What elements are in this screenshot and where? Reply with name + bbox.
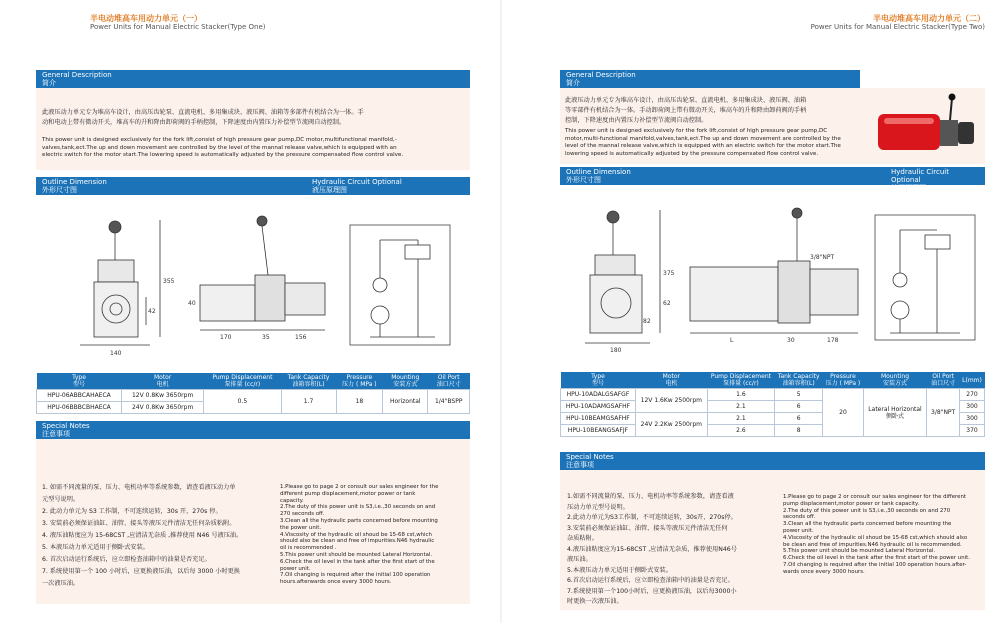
manifold-block	[255, 275, 285, 321]
cell-tank: 5	[775, 389, 823, 401]
desc-line: valves,tank,ect.The up and down movement are controlled by the level of the mannal release valve,which is equipped with an	[42, 144, 397, 151]
right-outline-title-en: Outline Dimension	[566, 168, 631, 176]
pump-symbol	[891, 301, 909, 319]
th-pump: Pump Displacement 泵排量 (cc/r)	[204, 373, 281, 390]
left-spec-table	[36, 373, 470, 414]
handle-knob	[607, 211, 619, 223]
pump-body	[590, 275, 642, 333]
valve-block	[98, 260, 134, 282]
note-line: 270 seconds off.	[280, 511, 325, 518]
note-line: 3.安装前必须保证油缸、油管、接头等液压元件清洁无任何	[567, 524, 728, 532]
th-tank: Tank Capacity 油箱容积(L)	[775, 372, 823, 389]
note-line: 4. 液压油粘度应为 15-68CST ,应清洁无杂质 ,推荐使用 N46 号液压油。	[42, 532, 243, 539]
cell-pump: 1.6	[707, 389, 774, 401]
note-line: 1. 如需不同流量的泵、压力、电机功率等系统参数，请查看液压动力单	[42, 484, 236, 491]
th-type: Type 型号	[561, 372, 636, 389]
right-notes-title-en: Special Notes	[566, 453, 614, 461]
dim-355: 355	[163, 278, 175, 285]
cell-pump: 2.6	[707, 425, 774, 437]
note-line: 1.Please go to page 2 or consult our sales engineer for the	[280, 484, 439, 490]
cell-length: 300	[960, 413, 985, 425]
cell-mounting: Horizontal	[383, 390, 428, 414]
note-line: 压动力单元型号说明。	[567, 503, 629, 511]
left-title-en: Power Units for Manual Electric Stacker(Type One)	[90, 23, 266, 31]
valve-symbol	[405, 245, 430, 259]
dim-npt: 3/8"NPT	[810, 254, 835, 261]
note-line: 2. 此动力单元为 S3 工作制，不可连续运转，30s 开，270s 停。	[42, 508, 222, 515]
right-hydraulic-bar	[885, 167, 985, 192]
dim-42: 42	[148, 308, 156, 315]
left-outline-title-en: Outline Dimension	[42, 178, 107, 186]
desc-line: 等零部件有机结合为一体。手动卸荷阀上带有微动开关，堆高车的升和降由卸荷阀的手柄	[565, 107, 807, 114]
left-hydraulic-title-cn: 液压原理图	[312, 186, 347, 194]
right-notes-bar	[560, 452, 985, 470]
desc-line: This power unit is designed exclusively for the fork lift,consist of high pressure gear pump,DC	[565, 128, 828, 134]
note-line: be clean and free of impurities.N46 hydraulic oil is recommended.	[783, 541, 962, 548]
left-notes-title-en: Special Notes	[42, 422, 90, 430]
note-line: should also be clean and free of impurities.N46 hydraulic	[280, 538, 435, 545]
left-hydraulic-bar	[306, 177, 470, 195]
note-line: 5.本液压动力单元适用于侧卧式安装。	[567, 566, 672, 574]
th-tank: Tank Capacity 油箱容积(L)	[281, 373, 336, 390]
cell-motor: 24V 2.2Kw 2500rpm	[635, 413, 707, 437]
note-line: 6.Check the oil level in the tank after the first start of the power unit.	[783, 555, 970, 562]
cell-tank: 1.7	[281, 390, 336, 414]
note-line: 1.如需不同流量的泵、压力、电机功率等系统参数，请查看液	[567, 493, 734, 500]
note-line: 6.首次启动运行系统后，应立即检查油箱中的油量是否充足。	[567, 577, 734, 584]
note-line: 6. 首次启动运行系统后，应立即检查油箱中的油量是否充足。	[42, 556, 211, 563]
left-notes-en	[280, 484, 468, 586]
note-line: 1.Please go to page 2 or consult our sales engineer for the different	[783, 494, 966, 500]
cell-mounting: Lateral Horizontal 侧卧式	[863, 389, 926, 437]
motor-cap	[958, 122, 974, 144]
dim-35: 35	[262, 334, 270, 341]
note-line: 7.系统使用第一个100小时后，应更换液压油，以后每3000小	[567, 587, 737, 595]
manifold-block	[778, 261, 810, 323]
th-pressure: Pressure 压力 ( MPa )	[823, 372, 864, 389]
table-row	[37, 390, 470, 402]
note-line: 7.Oil changing is required after the initial 100 operation	[280, 572, 431, 579]
th-length: L(mm)	[960, 372, 985, 389]
cell-tank: 6	[775, 413, 823, 425]
handle-knob	[257, 216, 267, 226]
dim-180: 180	[610, 347, 622, 354]
left-desc-cn	[42, 108, 468, 128]
right-hydraulic-title-en: Hydraulic Circuit Optional	[891, 168, 949, 184]
cell-type: HPU-10BEANGSAFJF	[561, 425, 636, 437]
product-photo	[870, 92, 980, 162]
note-line: 5.This power unit should be mounted Lateral Horizontal.	[783, 548, 936, 555]
right-desc-en	[565, 128, 865, 158]
dim-62: 62	[663, 300, 671, 307]
note-line: 2.此动力单元为S3工作制，不可连续运转，30s开，270s停。	[567, 514, 737, 521]
right-notes-title-cn: 注意事项	[566, 461, 594, 469]
desc-line: 动和电动上带有微动开关，堆高车的升和降由卸荷阀的手柄控制，下降速度由内置压力补偿型节流阀自动控制。	[42, 119, 346, 126]
table-row	[561, 389, 985, 401]
desc-line: electric switch for the motor start.The lowering speed is automatically adjusted by the pressure compensated flow control valve.	[42, 152, 404, 158]
right-title-cn: 半电动堆高车用动力单元（二）	[873, 14, 985, 23]
th-type: Type 型号	[37, 373, 122, 390]
note-line: different pump displacement,motor power or tank	[280, 490, 416, 497]
cell-pump: 2.1	[707, 401, 774, 413]
tank-body	[285, 283, 325, 315]
left-title-cn: 半电动堆高车用动力单元（一）	[90, 14, 202, 23]
page-gutter	[500, 0, 502, 623]
cell-tank: 6	[775, 401, 823, 413]
motor-body	[810, 269, 858, 315]
th-oil-port: Oil Port 油口尺寸	[428, 373, 470, 390]
valve-block	[595, 255, 635, 275]
left-hydraulic-title-en: Hydraulic Circuit Optional	[312, 178, 402, 186]
th-pressure: Pressure 压力 ( MPa )	[336, 373, 382, 390]
right-notes-cn	[567, 492, 779, 608]
left-page-header	[90, 14, 266, 32]
dim-178: 178	[827, 337, 839, 344]
th-mounting: Mounting 安装方式	[863, 372, 926, 389]
handle-knob	[109, 221, 121, 233]
cell-motor: 12V 0.8Kw 3650rpm	[122, 390, 204, 402]
left-notes-bar	[36, 421, 470, 439]
motor-body	[200, 285, 255, 321]
note-line: 5.This power unit should be mounted Lateral Horizontal.	[280, 551, 433, 558]
left-notes-title-cn: 注意事项	[42, 430, 70, 438]
cell-type: HPU-10ADALGSAFGF	[561, 389, 636, 401]
note-line: power unit.	[280, 565, 311, 572]
desc-line: 此液压动力单元专为堆高车设计，由高压齿轮泵、直流电机、多用集成块、液压阀、油箱等多部件有机结合为一体。手	[42, 109, 364, 116]
dim-170: 170	[220, 334, 232, 341]
right-title-en: Power Units for Manual Electric Stacker(Type Two)	[810, 23, 985, 31]
note-line: 7.Oil changing is required after the initial 100 operation hours.after-	[783, 561, 967, 568]
manifold-block	[940, 120, 958, 146]
cell-length: 300	[960, 401, 985, 413]
dim-40: 40	[188, 300, 196, 307]
cell-port: 3/8"NPT	[927, 389, 960, 437]
note-line: capacity.	[280, 497, 304, 504]
note-line: 4.Viscosity of the hydraulic oil shoud be 15-68 cst,which	[280, 531, 432, 538]
right-outline-title-cn: 外形尺寸图	[566, 176, 601, 184]
right-page-header	[811, 14, 985, 32]
note-line: oil is recommended .	[280, 545, 337, 552]
note-line: 4.液压油粘度应为15-68CST ,应清洁无杂质，推荐使用N46号	[567, 545, 737, 553]
th-motor: Motor 电机	[635, 372, 707, 389]
cell-type: HPU-10ADAMGSAFHF	[561, 401, 636, 413]
pump-symbol	[371, 306, 389, 324]
circuit-frame	[350, 225, 450, 345]
left-outline-bar	[36, 177, 306, 195]
note-line: pump displacement,motor power or tank capacity.	[783, 500, 920, 507]
cell-type: HPU-06BBBCBHAECA	[37, 402, 122, 414]
note-line: wards once every 3000 hours.	[783, 568, 865, 575]
left-general-bar	[36, 70, 470, 88]
right-general-title-en: General Description	[566, 71, 636, 79]
note-line: 6.Check the oil level in the tank after the first start of the	[280, 558, 435, 565]
dim-156: 156	[295, 334, 307, 341]
note-line: 3.Clean all the hydraulic parts concerned before mounting the	[783, 521, 952, 528]
cell-motor: 12V 1.6Kw 2500rpm	[635, 389, 707, 413]
cell-length: 370	[960, 425, 985, 437]
handle-knob	[949, 94, 956, 101]
th-pump: Pump Displacement 泵排量 (cc/r)	[707, 372, 774, 389]
circuit-frame	[875, 215, 975, 340]
note-line: 3. 安装前必须保证油缸、油管、接头等液压元件清洁无任何杂质粘附。	[42, 520, 236, 527]
cell-port: 1/4"BSPP	[428, 390, 470, 414]
dim-82: 82	[643, 318, 651, 325]
tank-body	[690, 267, 778, 321]
note-line: 时更换一次液压油。	[567, 598, 623, 605]
desc-line: This power unit is designed exclusively for the fork lift,consist of high pressure gear pump,DC motor,multifunctional manifold,-	[42, 137, 397, 143]
handle-knob	[792, 208, 802, 218]
desc-line: level of the mannal release valve,which is equipped with an electric switch for the motor start.The	[565, 143, 841, 149]
note-line: seconds off.	[783, 514, 816, 521]
note-line: 5. 本液压动力单元适用于侧卧式安装。	[42, 544, 149, 551]
right-hydraulic-title-cn: 液压原理图	[891, 184, 926, 192]
table-header-row	[561, 372, 985, 389]
cell-length: 270	[960, 389, 985, 401]
desc-line: 控制，下降速度由内置压力补偿型节流阀自动控制。	[565, 117, 708, 124]
note-line: the power unit.	[280, 524, 322, 531]
cell-motor: 24V 0.8Kw 3650rpm	[122, 402, 204, 414]
note-line: 杂质粘附。	[567, 535, 598, 542]
left-desc-en	[42, 137, 468, 160]
tank-highlight	[884, 118, 934, 124]
left-notes-cn	[42, 482, 272, 590]
note-line: 7. 系统使用第一个 100 小时后，应更换液压油，以后每 3000 小时更换	[42, 568, 240, 575]
handle-rod	[262, 226, 268, 275]
note-line: 一次液压油。	[42, 580, 80, 587]
cell-pressure: 20	[823, 389, 864, 437]
right-outline-drawing	[575, 195, 985, 355]
th-motor: Motor 电机	[122, 373, 204, 390]
left-general-title-en: General Description	[42, 71, 112, 79]
note-line: 液压油。	[567, 556, 592, 563]
desc-line: motor,multi-functional manifold,valves,tank,ect.The up and down movement are controlled by the	[565, 135, 841, 142]
right-spec-table	[560, 372, 985, 437]
desc-line: lowering speed is automatically adjusted by the pressure compensated flow control valve.	[565, 150, 819, 157]
cell-pump: 0.5	[204, 390, 281, 414]
note-line: 2.The duty of this power unit is S3,i.e.,30 seconds on and	[280, 504, 436, 511]
note-line: 3.Clean all the hydraulic parts concerned before mounting	[280, 517, 438, 524]
motor-symbol	[373, 278, 387, 292]
dim-30: 30	[787, 337, 795, 344]
note-line: 2.The duty of this power unit is S3,i.e.,30 seconds on and 270	[783, 507, 951, 514]
cell-type: HPU-06ABBCAHAECA	[37, 390, 122, 402]
cell-pump: 2.1	[707, 413, 774, 425]
left-outline-drawing	[50, 205, 470, 365]
desc-line: 此液压动力单元专为堆高车设计，由高压齿轮泵、直流电机、多用集成块、液压阀、油箱	[565, 97, 807, 104]
right-desc-cn	[565, 96, 855, 126]
left-page	[30, 0, 470, 623]
cell-tank: 8	[775, 425, 823, 437]
note-line: 4.Viscosity of the hydraulic oil shoud be 15-68 cst,which should also	[783, 534, 968, 541]
motor-symbol	[893, 273, 907, 287]
dim-140: 140	[110, 350, 122, 357]
valve-symbol	[925, 235, 950, 249]
left-general-title-cn: 简介	[42, 79, 56, 87]
th-oil-port: Oil Port 油口尺寸	[927, 372, 960, 389]
right-general-bar	[560, 70, 860, 88]
note-line: power unit.	[783, 527, 814, 534]
pump-body	[94, 282, 138, 337]
right-outline-bar	[560, 167, 885, 185]
handle-rod	[950, 98, 952, 120]
left-outline-title-cn: 外形尺寸图	[42, 186, 77, 194]
th-mounting: Mounting 安装方式	[383, 373, 428, 390]
table-header-row	[37, 373, 470, 390]
dim-375: 375	[663, 270, 675, 277]
note-line: hours.afterwards once every 3000 hours.	[280, 579, 392, 586]
cell-type: HPU-10BEAMGSAFHF	[561, 413, 636, 425]
dim-L: L	[730, 337, 734, 344]
note-line: 元型号说明。	[42, 496, 80, 503]
right-notes-en	[783, 494, 983, 576]
right-page	[545, 0, 985, 623]
cell-pressure: 18	[336, 390, 382, 414]
right-general-title-cn: 简介	[566, 79, 580, 87]
